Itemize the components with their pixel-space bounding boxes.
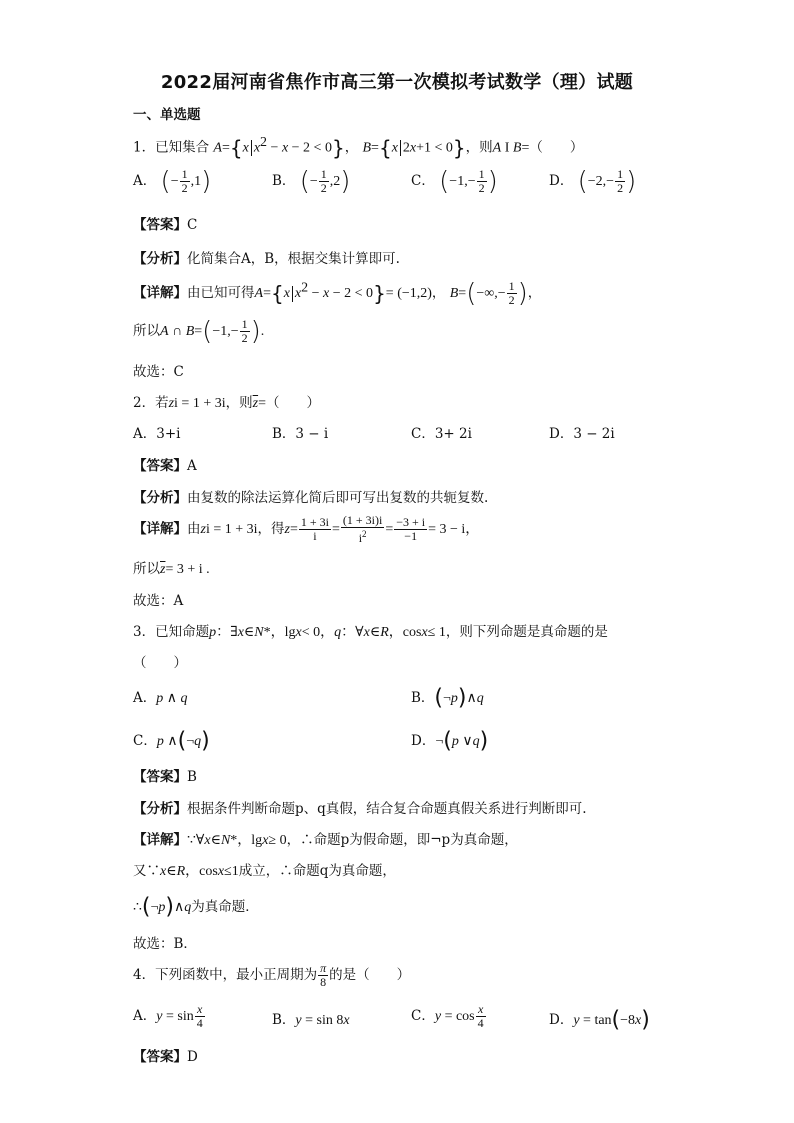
q1-choice: 故选：C bbox=[133, 364, 184, 380]
q4-answer: 【答案】D bbox=[133, 1049, 198, 1065]
q2-answer: 【答案】A bbox=[133, 458, 197, 474]
q2-choice: 故选：A bbox=[133, 593, 184, 609]
q3-analysis: 【分析】根据条件判断命题p、q真假，结合复合命题真假关系进行判断即可. bbox=[133, 801, 587, 817]
q2-analysis: 【分析】由复数的除法运算化简后即可写出复数的共轭复数. bbox=[133, 490, 489, 506]
q2-option-d: D．3 − 2i bbox=[549, 426, 615, 442]
q3-detail: 【详解】∵∀x∈N*，lgx≥ 0，∴命题p为假命题，即¬p为真命题， bbox=[133, 832, 518, 848]
q3-option-b: B．(¬p)∧q bbox=[411, 685, 484, 711]
q4-option-c: C．y = cos $\frac{x}{4}$ bbox=[411, 1002, 484, 1030]
q3-answer: 【答案】B bbox=[133, 769, 197, 785]
page-title: 2022届河南省焦作市高三第一次模拟考试数学（理）试题 bbox=[160, 72, 634, 93]
q1-detail: 【详解】由已知可得A={x $x^2 - x - 2 < 0\}= (-1,2)$， B=(−∞,− $\frac{1}{2}$ )， bbox=[133, 278, 542, 309]
q2-detail-conclusion: 所以$\overline{z}= 3 + i$ . bbox=[133, 561, 210, 577]
q3-choice: 故选：B． bbox=[133, 936, 197, 952]
q2-detail: 【详解】由zi = 1 + 3i，得z= $\frac{1 + 3i}{i}$ = $\frac{(1 + 3i)i}{i^2}$ = $\frac{-3 + i}{-1}$ = 3 − i， bbox=[133, 513, 480, 545]
q4-stem: 4．下列函数中，最小正周期为 $\frac{\pi}{8}$ 的是（ ） bbox=[133, 961, 411, 989]
q2-option-c: C．3+ 2i bbox=[411, 426, 472, 442]
q3-detail-3: ∴(¬p)∧q为真命题． bbox=[133, 894, 259, 920]
q3-option-c: C．p ∧(¬q) bbox=[133, 728, 210, 754]
q4-option-a: A．y = sin $\frac{x}{4}$ bbox=[133, 1002, 203, 1030]
q4-option-d: D．y = tan(−8x) bbox=[549, 1007, 650, 1033]
q1-option-c: C． (−1,− $\frac{1}{2}$ ) bbox=[411, 166, 498, 197]
q2-option-b: B．3 − i bbox=[272, 426, 329, 442]
q3-detail-2: 又∵x∈R，cosx≤1成立，∴命题q为真命题， bbox=[133, 863, 396, 879]
q1-analysis: 【分析】化简集合A，B，根据交集计算即可. bbox=[133, 251, 400, 267]
q1-detail-conclusion: 所以A ∩ B=(−1,− $\frac{1}{2}$ ). bbox=[133, 316, 265, 347]
q1-stem: 1．已知集合 A={x $x^2 - x - 2 < 0$}， B={x 2x+1 < 0}，则A I B=（ ） bbox=[133, 135, 584, 160]
q3-option-d: D．¬(p ∨q) bbox=[411, 728, 489, 754]
q3-option-a: A．p ∧ q bbox=[133, 690, 188, 706]
section-heading: 一、单选题 bbox=[133, 107, 201, 123]
q1-option-b: B． (− $\frac{1}{2}$ ,2) bbox=[272, 166, 351, 197]
q4-option-b: B．y = sin 8x bbox=[272, 1012, 350, 1028]
q2-stem: 2．若zi = 1 + 3i，则$\overline{z}=$（ ） bbox=[133, 395, 320, 411]
q3-stem: 3．已知命题p：∃x∈N*，lgx< 0，q：∀x∈R，cosx≤ 1，则下列命题是真命题的是 bbox=[133, 624, 608, 640]
q3-stem-paren: （ ） bbox=[133, 655, 187, 671]
q1-option-d: D． (−2,− $\frac{1}{2}$ ) bbox=[549, 166, 637, 197]
q1-option-a: A． (− $\frac{1}{2}$ ,1) bbox=[133, 166, 212, 197]
q2-option-a: A．3+i bbox=[133, 426, 181, 442]
q1-answer: 【答案】C bbox=[133, 217, 198, 233]
